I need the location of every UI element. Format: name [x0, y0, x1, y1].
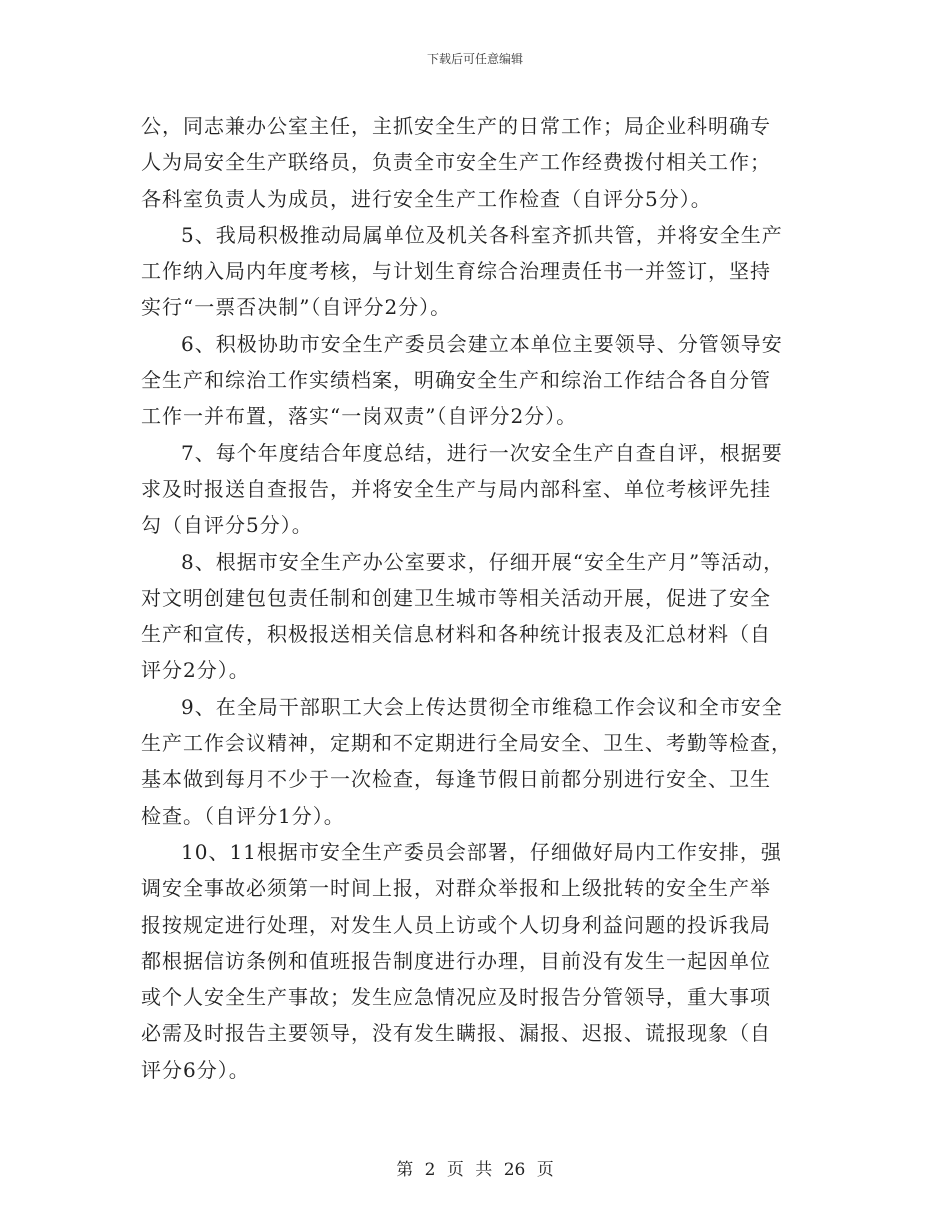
- paragraph-line: 各科室负责人为成员，进行安全生产工作检查（自评分5分）。: [141, 186, 712, 211]
- page-header: 下载后可任意编辑: [426, 52, 523, 66]
- paragraph-first-line: 9、在全局干部职工大会上传达贯彻全市维稳工作会议和全市安全: [181, 694, 783, 719]
- paragraph-line: 调安全事故必须第一时间上报，对群众举报和上级批转的安全生产举: [141, 876, 771, 901]
- paragraph-line: 人为局安全生产联络员，负责全市安全生产工作经费拨付相关工作；: [141, 150, 771, 175]
- paragraph-first-line: 8、根据市安全生产办公室要求，仔细开展“安全生产月”等活动，: [181, 549, 785, 574]
- paragraph-first-line: 7、每个年度结合年度总结，进行一次安全生产自查自评，根据要: [181, 440, 783, 465]
- paragraph-line: 生产和宣传，积极报送相关信息材料和各种统计报表及汇总材料（自: [141, 622, 771, 647]
- paragraph-first-line: 10、11根据市安全生产委员会部署，仔细做好局内工作安排，强: [181, 839, 782, 864]
- paragraph-first-line: 5、我局积极推动局属单位及机关各科室齐抓共管，并将安全生产: [181, 222, 783, 247]
- page-footer-page-number: 第 2 页 共 26 页: [396, 1160, 554, 1180]
- document-body: [141, 108, 816, 1088]
- paragraph-line: 工作纳入局内年度考核，与计划生育综合治理责任书一并签订，坚持: [141, 259, 771, 284]
- paragraph-line: 实行“一票否决制”（自评分2分）。: [141, 295, 452, 320]
- paragraph-line: 生产工作会议精神，定期和不定期进行全局安全、卫生、考勤等检查，: [141, 731, 792, 756]
- paragraph-line: 全生产和综治工作实绩档案，明确安全生产和综治工作结合各自分管: [141, 368, 771, 393]
- paragraph-line: 公，同志兼办公室主任，主抓安全生产的日常工作；局企业科明确专: [141, 114, 771, 138]
- paragraph-line: 评分6分）。: [141, 1057, 250, 1082]
- paragraph-line: 或个人安全生产事故；发生应急情况应及时报告分管领导，重大事项: [141, 985, 771, 1010]
- paragraph-line: 报按规定进行处理，对发生人员上访或个人切身利益问题的投诉我局: [141, 912, 771, 937]
- paragraph-first-line: 6、积极协助市安全生产委员会建立本单位主要领导、分管领导安: [181, 331, 783, 356]
- paragraph-line: 必需及时报告主要领导，没有发生瞒报、漏报、迟报、谎报现象（自: [141, 1021, 771, 1046]
- paragraph-line: 评分2分）。: [141, 658, 250, 683]
- paragraph-line: 勾（自评分5分）。: [141, 513, 313, 538]
- paragraph-line: 求及时报送自查报告，并将安全生产与局内部科室、单位考核评先挂: [141, 476, 771, 501]
- paragraph-line: 对文明创建包包责任制和创建卫生城市等相关活动开展，促进了安全: [141, 585, 771, 610]
- paragraph-line: 工作一并布置，落实“一岗双责”（自评分2分）。: [141, 404, 578, 429]
- paragraph-line: 都根据信访条例和值班报告制度进行办理，目前没有发生一起因单位: [141, 948, 771, 973]
- paragraph-line: 检查。（自评分1分）。: [141, 803, 345, 828]
- paragraph-line: 基本做到每月不少于一次检查，每逢节假日前都分别进行安全、卫生: [141, 767, 771, 792]
